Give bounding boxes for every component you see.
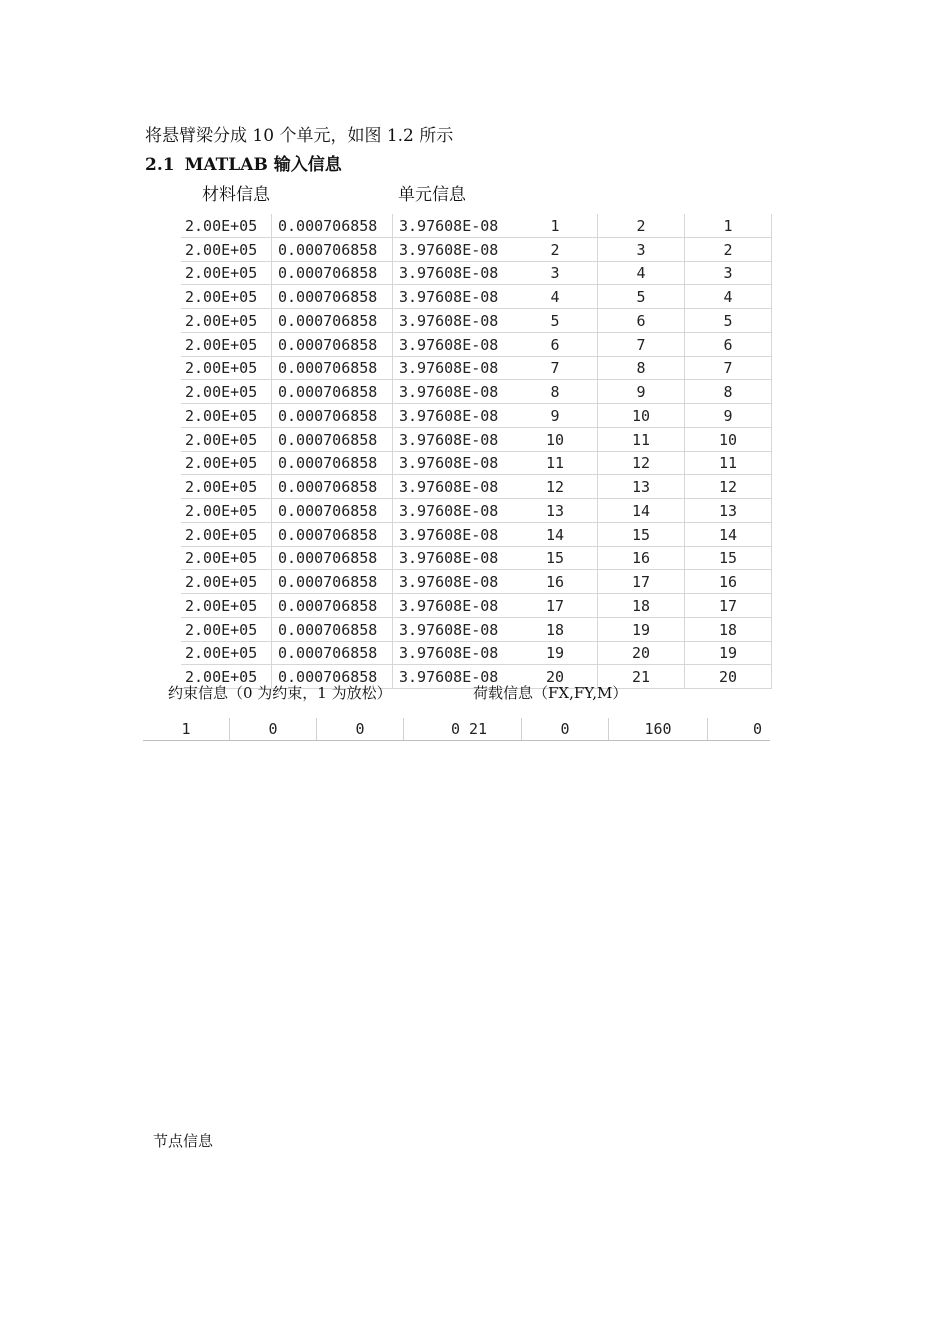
table-cell: 0.000706858 [272, 451, 393, 475]
table-cell: 3.97608E-08 [393, 380, 514, 404]
table-cell: 17 [513, 594, 598, 618]
element-table [181, 214, 772, 689]
table-cell: 0.000706858 [272, 332, 393, 356]
table-row [181, 261, 772, 285]
table-row [181, 285, 772, 309]
table-cell: 15 [513, 546, 598, 570]
table-cell: 7 [513, 356, 598, 380]
table-cell: 3.97608E-08 [393, 332, 514, 356]
table-cell: 12 [685, 475, 772, 499]
table-cell: 0 [317, 718, 404, 741]
table-cell: 2.00E+05 [181, 522, 272, 546]
table-cell: 0.000706858 [272, 404, 393, 428]
table-row [181, 404, 772, 428]
table-cell: 2.00E+05 [181, 309, 272, 333]
table-cell: 15 [598, 522, 685, 546]
table-cell: 17 [685, 594, 772, 618]
table-cell: 3 [513, 261, 598, 285]
table-cell: 2.00E+05 [181, 356, 272, 380]
table-cell: 2 [513, 237, 598, 261]
table-row [181, 451, 772, 475]
table-cell: 0 [404, 718, 475, 741]
table-cell: 0 [522, 718, 609, 741]
table-cell: 2.00E+05 [181, 617, 272, 641]
table-row [181, 641, 772, 665]
table-cell: 3.97608E-08 [393, 475, 514, 499]
table-cell: 10 [598, 404, 685, 428]
table-cell: 0.000706858 [272, 594, 393, 618]
table-cell: 17 [598, 570, 685, 594]
table-cell: 19 [513, 641, 598, 665]
table-cell: 8 [685, 380, 772, 404]
table-row [181, 237, 772, 261]
table-cell: 3.97608E-08 [393, 594, 514, 618]
table-cell: 0.000706858 [272, 546, 393, 570]
table-cell: 16 [685, 570, 772, 594]
table-cell: 11 [598, 427, 685, 451]
table-cell: 5 [685, 309, 772, 333]
table-row [181, 570, 772, 594]
table-row [459, 718, 770, 741]
table-cell: 5 [598, 285, 685, 309]
table-cell: 8 [513, 380, 598, 404]
table-cell: 9 [685, 404, 772, 428]
table-row [181, 475, 772, 499]
table-cell: 16 [513, 570, 598, 594]
table-cell: 21 [598, 665, 685, 689]
table-cell: 4 [513, 285, 598, 309]
table-cell: 2.00E+05 [181, 475, 272, 499]
table-cell: 18 [513, 617, 598, 641]
table-cell: 3.97608E-08 [393, 237, 514, 261]
table-cell: 3.97608E-08 [393, 309, 514, 333]
table-cell: 2.00E+05 [181, 404, 272, 428]
table-cell: 13 [598, 475, 685, 499]
table-cell: 0 [708, 718, 771, 741]
table-cell: 11 [513, 451, 598, 475]
table-cell: 2.00E+05 [181, 546, 272, 570]
table-cell: 0.000706858 [272, 665, 393, 689]
table-row [181, 309, 772, 333]
table-cell: 14 [598, 499, 685, 523]
table-cell: 2.00E+05 [181, 665, 272, 689]
table-cell: 160 [609, 718, 708, 741]
material-info-label: 材料信息 [202, 185, 270, 205]
table-cell: 3 [598, 237, 685, 261]
table-cell: 2.00E+05 [181, 499, 272, 523]
table-cell: 3.97608E-08 [393, 499, 514, 523]
load-info-label: 荷载信息（FX,FY,M） [473, 684, 628, 702]
table-cell: 3 [685, 261, 772, 285]
section-heading [145, 153, 342, 177]
table-cell: 0.000706858 [272, 237, 393, 261]
table-cell: 16 [598, 546, 685, 570]
element-info-label: 单元信息 [398, 185, 466, 205]
table-cell: 1 [685, 214, 772, 237]
table-cell: 2.00E+05 [181, 332, 272, 356]
table-cell: 21 [459, 718, 522, 741]
table-cell: 2.00E+05 [181, 451, 272, 475]
table-row [181, 617, 772, 641]
table-cell: 3.97608E-08 [393, 356, 514, 380]
table-cell: 2.00E+05 [181, 427, 272, 451]
section-title: MATLAB 输入信息 [184, 155, 342, 175]
table-cell: 0.000706858 [272, 617, 393, 641]
table-cell: 3.97608E-08 [393, 214, 514, 237]
table-cell: 6 [685, 332, 772, 356]
table-cell: 20 [513, 665, 598, 689]
intro-text: 将悬臂梁分成 10 个单元，如图 1.2 所示 [145, 126, 454, 146]
table-cell: 2.00E+05 [181, 285, 272, 309]
load-table [459, 718, 770, 741]
table-cell: 5 [513, 309, 598, 333]
table-cell: 2 [598, 214, 685, 237]
table-cell: 14 [513, 522, 598, 546]
table-cell: 6 [513, 332, 598, 356]
table-cell: 12 [598, 451, 685, 475]
table-cell: 0.000706858 [272, 380, 393, 404]
table-cell: 3.97608E-08 [393, 641, 514, 665]
table-cell: 2.00E+05 [181, 570, 272, 594]
table-cell: 9 [513, 404, 598, 428]
table-cell: 12 [513, 475, 598, 499]
table-cell: 2.00E+05 [181, 380, 272, 404]
table-row [181, 356, 772, 380]
table-cell: 13 [685, 499, 772, 523]
table-cell: 2.00E+05 [181, 214, 272, 237]
table-cell: 7 [685, 356, 772, 380]
node-info-label: 节点信息 [153, 1132, 214, 1150]
table-cell: 20 [685, 665, 772, 689]
table-cell: 0.000706858 [272, 214, 393, 237]
table-row [181, 332, 772, 356]
table-cell: 11 [685, 451, 772, 475]
table-cell: 0.000706858 [272, 427, 393, 451]
table-row [181, 546, 772, 570]
table-cell: 1 [513, 214, 598, 237]
table-cell: 2.00E+05 [181, 641, 272, 665]
table-cell: 3.97608E-08 [393, 617, 514, 641]
table-cell: 9 [598, 380, 685, 404]
table-cell: 18 [685, 617, 772, 641]
table-cell: 2 [685, 237, 772, 261]
table-cell: 19 [598, 617, 685, 641]
table-cell: 18 [598, 594, 685, 618]
section-number: 2.1 [145, 155, 175, 175]
table-cell: 2.00E+05 [181, 237, 272, 261]
constraint-info-label: 约束信息（0 为约束，1 为放松） [168, 684, 392, 702]
table-row [143, 718, 474, 741]
table-cell: 13 [513, 499, 598, 523]
table-row [181, 522, 772, 546]
table-cell: 4 [685, 285, 772, 309]
table-cell: 6 [598, 309, 685, 333]
table-cell: 0.000706858 [272, 641, 393, 665]
table-cell: 1 [143, 718, 230, 741]
table-cell: 7 [598, 332, 685, 356]
table-cell: 0.000706858 [272, 475, 393, 499]
constraint-table [143, 718, 474, 741]
table-row [181, 427, 772, 451]
table-cell: 3.97608E-08 [393, 427, 514, 451]
table-cell: 0.000706858 [272, 261, 393, 285]
table-cell: 3.97608E-08 [393, 404, 514, 428]
table-cell: 3.97608E-08 [393, 665, 514, 689]
table-cell: 3.97608E-08 [393, 261, 514, 285]
table-cell: 0 [230, 718, 317, 741]
table-row [181, 380, 772, 404]
table-cell: 0.000706858 [272, 285, 393, 309]
table-cell: 15 [685, 546, 772, 570]
table-row [181, 214, 772, 237]
table-cell: 0.000706858 [272, 499, 393, 523]
table-cell: 0.000706858 [272, 356, 393, 380]
table-row [181, 499, 772, 523]
table-cell: 19 [685, 641, 772, 665]
table-cell: 20 [598, 641, 685, 665]
table-cell: 3.97608E-08 [393, 451, 514, 475]
table-cell: 4 [598, 261, 685, 285]
table-cell: 2.00E+05 [181, 261, 272, 285]
table-cell: 3.97608E-08 [393, 546, 514, 570]
table-cell: 14 [685, 522, 772, 546]
table-cell: 8 [598, 356, 685, 380]
table-cell: 3.97608E-08 [393, 285, 514, 309]
table-cell: 10 [685, 427, 772, 451]
table-row [181, 594, 772, 618]
table-cell: 3.97608E-08 [393, 570, 514, 594]
table-cell: 0.000706858 [272, 522, 393, 546]
table-cell: 10 [513, 427, 598, 451]
table-cell: 2.00E+05 [181, 594, 272, 618]
table-cell: 3.97608E-08 [393, 522, 514, 546]
table-cell: 0.000706858 [272, 309, 393, 333]
table-cell: 0.000706858 [272, 570, 393, 594]
